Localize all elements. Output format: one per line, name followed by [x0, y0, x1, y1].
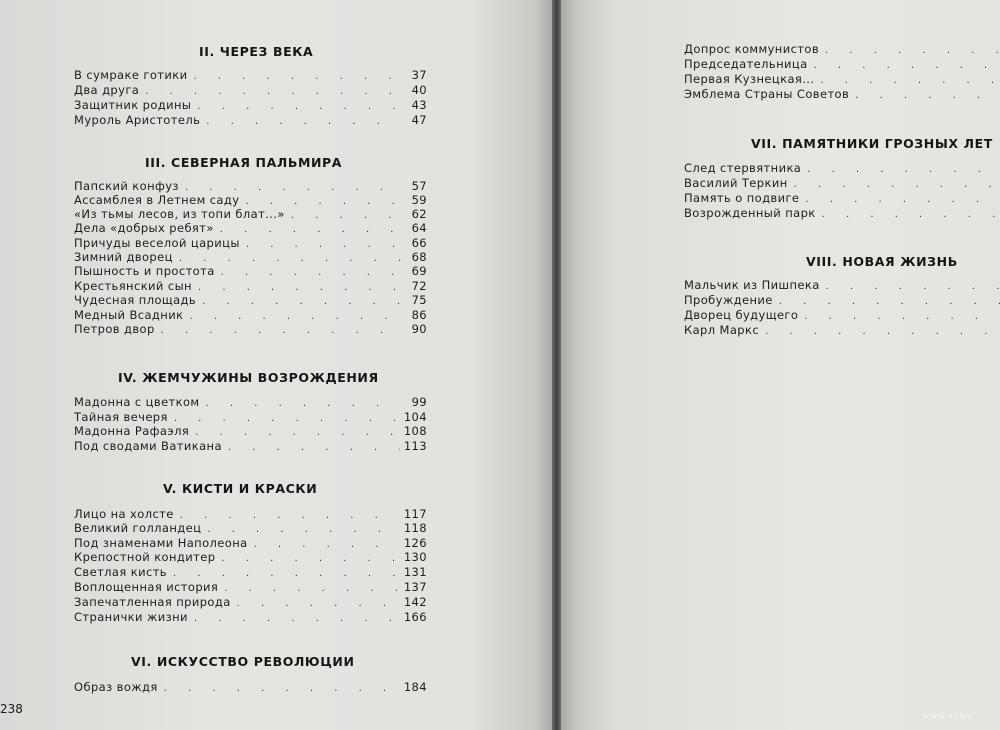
section-heading-iii: III. СЕВЕРНАЯ ПАЛЬМИРА [145, 155, 343, 170]
toc-entry [74, 83, 427, 98]
toc-entry [74, 193, 427, 208]
entry-page: 118 [403, 521, 427, 535]
entry-title: Дела «добрых ребят» [74, 221, 214, 235]
entry-page: 166 [403, 610, 427, 624]
entry-title: Запечатленная природа [74, 595, 231, 609]
leader-dots [221, 265, 401, 280]
entry-title: Пышность и простота [74, 264, 215, 278]
toc-entry [684, 293, 1000, 308]
entry-page: 43 [411, 98, 427, 112]
leader-dots [826, 279, 1000, 294]
entry-page: 59 [411, 193, 427, 207]
entry-page: 37 [411, 68, 427, 82]
entry-title: Воплощенная история [74, 580, 219, 594]
entry-title: Карл Маркс [684, 323, 760, 337]
toc-entry [74, 322, 427, 337]
entry-title: Мадонна с цветком [74, 395, 200, 409]
entry-page: 108 [403, 424, 427, 438]
entry-page: 99 [411, 395, 427, 409]
leader-dots [765, 324, 1000, 339]
leader-dots [805, 192, 1000, 207]
leader-dots [206, 114, 401, 129]
leader-dots [193, 69, 401, 84]
entry-page: 113 [403, 439, 427, 453]
entry-title: Эмблема Страны Советов [684, 87, 850, 101]
entry-page: 86 [411, 308, 427, 322]
entry-title: Крепостной кондитер [74, 550, 216, 564]
entry-page: 117 [403, 507, 427, 521]
toc-entry [684, 308, 1000, 323]
entry-title: Чудесная площадь [74, 293, 197, 307]
leader-dots [206, 396, 401, 411]
section-heading-vii: VII. ПАМЯТНИКИ ГРОЗНЫХ ЛЕТ [751, 136, 993, 151]
entry-page: 90 [411, 322, 427, 336]
entry-page: 68 [411, 250, 427, 264]
entry-title: Зимний дворец [74, 250, 173, 264]
entry-title: Допрос коммунистов [684, 42, 820, 56]
leader-dots [145, 84, 401, 99]
entry-page: 75 [411, 293, 427, 307]
toc-entry [74, 610, 427, 625]
entry-page: 104 [403, 410, 427, 424]
entry-title: Возрожденный парк [684, 206, 816, 220]
toc-entry [74, 207, 427, 222]
leader-dots [807, 162, 1000, 177]
toc-entry [74, 236, 427, 251]
toc-entry [74, 221, 427, 236]
entry-title: «Из тьмы лесов, из топи блат...» [74, 207, 285, 221]
leader-dots [202, 294, 401, 309]
entry-page: 131 [403, 565, 427, 579]
section-heading-vi: VI. ИСКУССТВО РЕВОЛЮЦИИ [131, 654, 355, 669]
leader-dots [161, 323, 401, 338]
toc-entry [74, 507, 427, 522]
toc-entry [74, 264, 427, 279]
watermark: www.ay.by [922, 712, 973, 722]
toc-entry [684, 191, 1000, 206]
leader-dots [173, 566, 400, 581]
toc-entry [74, 565, 427, 580]
toc-entry [74, 410, 427, 425]
entry-page: 126 [403, 536, 427, 550]
entry-page: 137 [403, 580, 427, 594]
entry-title: Ассамблея в Летнем саду [74, 193, 240, 207]
entry-page: 142 [403, 595, 427, 609]
toc-entry [74, 293, 427, 308]
leader-dots [825, 43, 1000, 58]
entry-title: Мадонна Рафаэля [74, 424, 190, 438]
toc-entry [74, 521, 427, 536]
toc-entry [74, 68, 427, 83]
entry-page: 64 [411, 221, 427, 235]
toc-entry [684, 176, 1000, 191]
toc-entry [684, 57, 1000, 72]
entry-title: Два друга [74, 83, 140, 97]
toc-entry [684, 72, 1000, 87]
toc-entry [74, 439, 427, 454]
leader-dots [820, 73, 1000, 88]
entry-title: Светлая кисть [74, 565, 167, 579]
entry-title: Петров двор [74, 322, 155, 336]
entry-title: Мальчик из Пишпека [684, 278, 820, 292]
toc-entry [684, 161, 1000, 176]
leader-dots [194, 611, 400, 626]
entry-title: Память о подвиге [684, 191, 800, 205]
leader-dots [195, 425, 400, 440]
entry-title: Причуды веселой царицы [74, 236, 240, 250]
entry-page: 40 [411, 83, 427, 97]
leader-dots [804, 309, 1000, 324]
leader-dots [779, 294, 1000, 309]
leader-dots [197, 99, 401, 114]
entry-title: Под сводами Ватикана [74, 439, 222, 453]
entry-page: 57 [411, 179, 427, 193]
toc-entry [74, 279, 427, 294]
toc-entry [74, 308, 427, 323]
entry-page: 62 [411, 207, 427, 221]
leader-dots [237, 596, 400, 611]
page-number: 238 [0, 702, 23, 716]
entry-page: 184 [403, 680, 427, 694]
toc-entry [74, 250, 427, 265]
toc-entry [74, 580, 427, 595]
leader-dots [221, 551, 399, 566]
leader-dots [822, 207, 1000, 222]
entry-title: Папский конфуз [74, 179, 179, 193]
entry-title: Василий Теркин [684, 176, 788, 190]
entry-page: 72 [411, 279, 427, 293]
leader-dots [228, 440, 400, 455]
toc-entry [74, 395, 427, 410]
entry-page: 69 [411, 264, 427, 278]
entry-title: Крестьянский сын [74, 279, 192, 293]
entry-page: 47 [411, 113, 427, 127]
entry-title: Медный Всадник [74, 308, 184, 322]
leader-dots [855, 88, 1000, 103]
section-heading-v: V. КИСТИ И КРАСКИ [163, 481, 318, 496]
toc-entry [684, 87, 1000, 102]
book-gutter [552, 0, 561, 730]
toc-entry [74, 179, 427, 194]
toc-entry [684, 42, 1000, 57]
toc-entry [684, 323, 1000, 338]
entry-title: Образ вождя [74, 680, 158, 694]
entry-title: Великий голландец [74, 521, 202, 535]
toc-entry [74, 536, 427, 551]
toc-entry [74, 595, 427, 610]
leader-dots [207, 522, 400, 537]
entry-page: 130 [403, 550, 427, 564]
toc-entry [74, 98, 427, 113]
entry-title: Председательница [684, 57, 808, 71]
section-heading-viii: VIII. НОВАЯ ЖИЗНЬ [806, 254, 958, 269]
section-heading-ii: II. ЧЕРЕЗ ВЕКА [199, 44, 314, 59]
toc-entry [74, 113, 427, 128]
entry-title: В сумраке готики [74, 68, 188, 82]
section-heading-iv: IV. ЖЕМЧУЖИНЫ ВОЗРОЖДЕНИЯ [118, 370, 379, 385]
toc-entry [74, 680, 427, 695]
toc-entry [74, 424, 427, 439]
toc-entry [74, 550, 427, 565]
leader-dots [814, 58, 1000, 73]
entry-title: Дворец будущего [684, 308, 799, 322]
leader-dots [164, 681, 400, 696]
leader-dots [220, 222, 401, 237]
leader-dots [794, 177, 1000, 192]
entry-title: Тайная вечеря [74, 410, 168, 424]
right-page [561, 0, 1000, 730]
entry-page: 66 [411, 236, 427, 250]
entry-title: Муроль Аристотель [74, 113, 201, 127]
toc-entry [684, 206, 1000, 221]
entry-title: Первая Кузнецкая... [684, 72, 815, 86]
leader-dots [224, 581, 400, 596]
entry-title: Под знаменами Наполеона [74, 536, 248, 550]
entry-title: След стервятника [684, 161, 802, 175]
entry-title: Странички жизни [74, 610, 188, 624]
entry-title: Пробуждение [684, 293, 773, 307]
entry-title: Защитник родины [74, 98, 192, 112]
toc-entry [684, 278, 1000, 293]
entry-title: Лицо на холсте [74, 507, 174, 521]
